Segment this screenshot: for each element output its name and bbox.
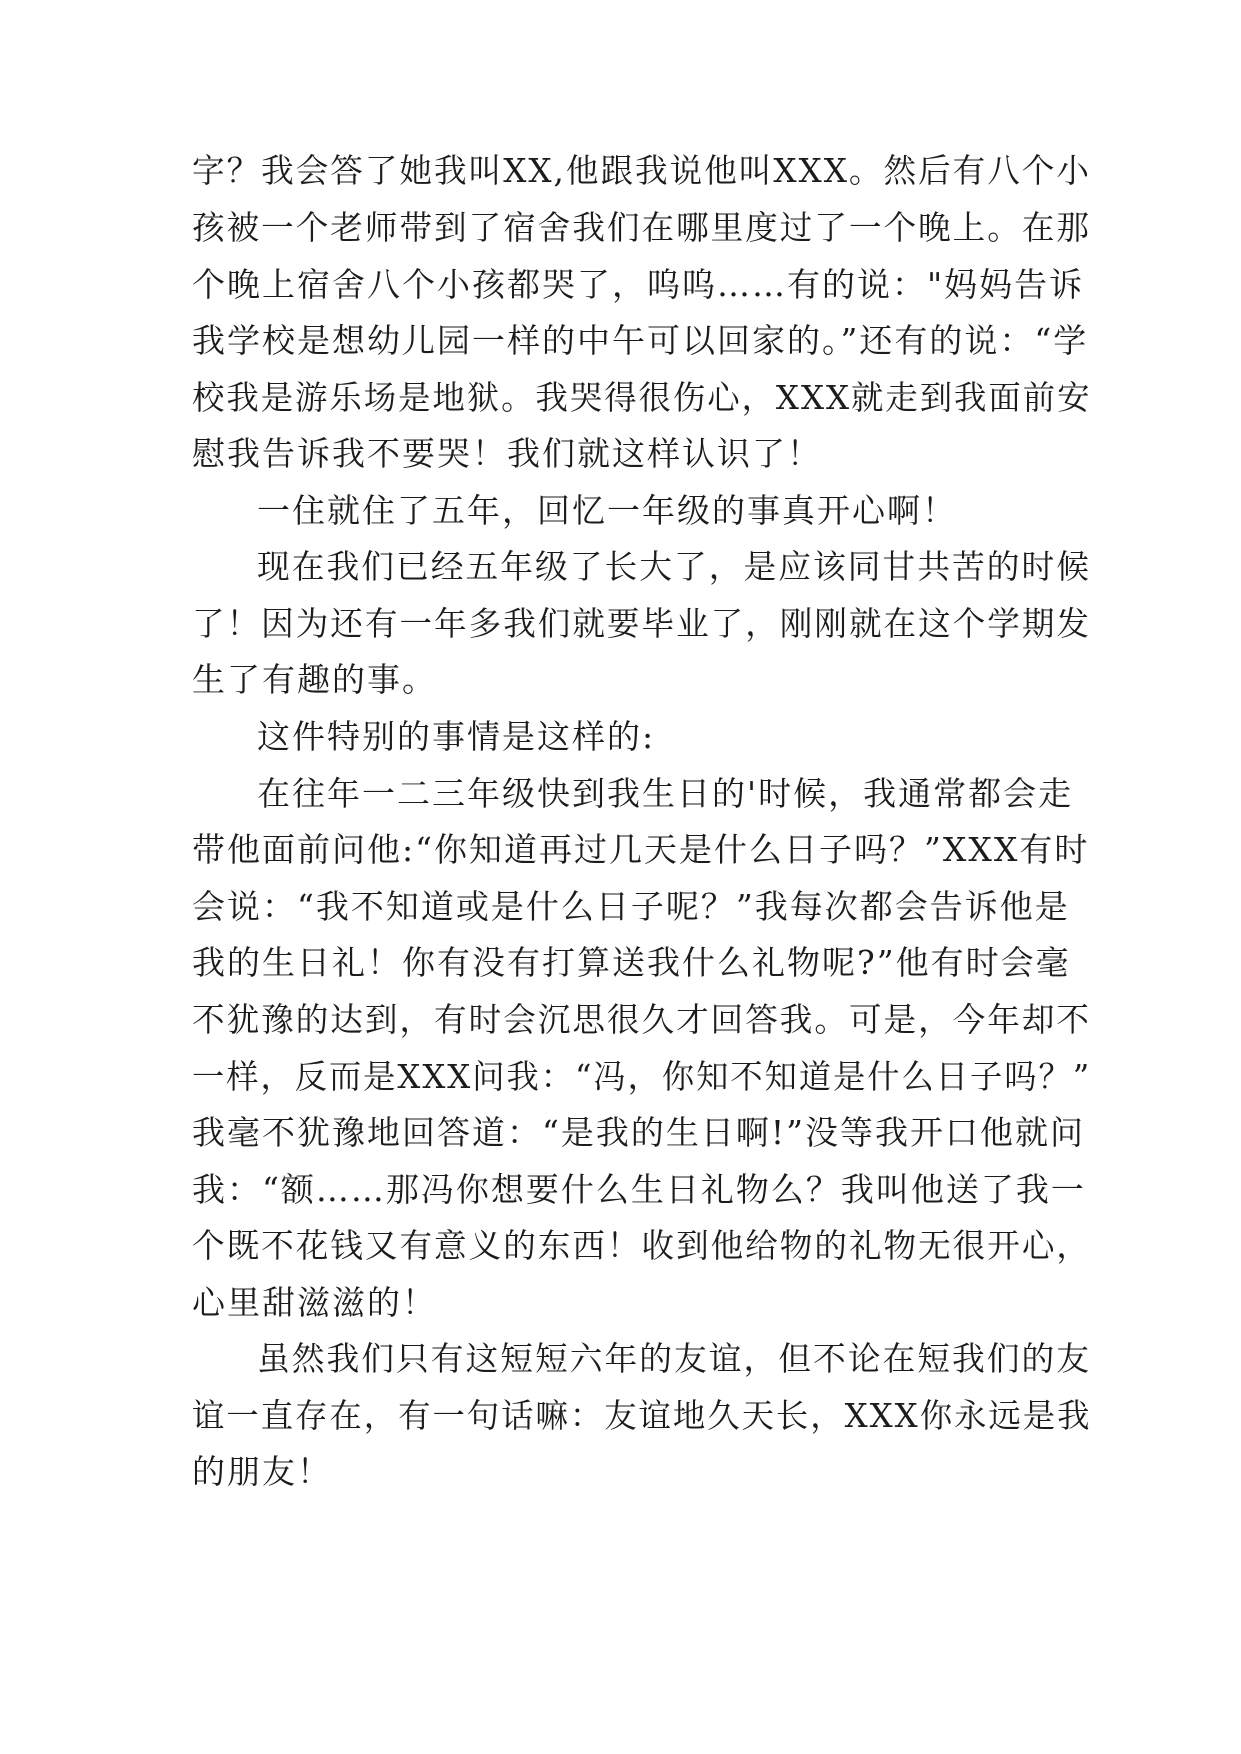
text-line: 我毫不犹豫地回答道：“是我的生日啊!”没等我开口他就问 [192, 1113, 1086, 1152]
text-line: 不犹豫的达到，有时会沉思很久才回答我。可是，今年却不 [192, 1000, 1091, 1039]
text-line: 生了有趣的事。 [192, 660, 437, 699]
paragraph-start-line: 这件特别的事情是这样的: [257, 717, 656, 756]
text-line: 个既不花钱又有意义的东西！收到他给物的礼物无很开心， [192, 1226, 1091, 1265]
text-line: 心里甜滋滋的！ [192, 1283, 437, 1322]
text-line: 我：“额……那冯你想要什么生日礼物么？我叫他送了我一 [192, 1170, 1086, 1209]
text-line: 孩被一个老师带到了宿舍我们在哪里度过了一个晚上。在那 [192, 208, 1091, 247]
text-line: 了！因为还有一年多我们就要毕业了，刚刚就在这个学期发 [192, 604, 1091, 643]
text-line: 的朋友！ [192, 1452, 332, 1491]
text-line: 会说：“我不知道或是什么日子呢？”我每次都会告诉他是 [192, 887, 1070, 926]
text-line: 慰我告诉我不要哭！我们就这样认识了！ [192, 434, 822, 473]
text-line: 谊一直存在，有一句话嘛：友谊地久天长，XXX你永远是我 [192, 1396, 1092, 1435]
paragraph-start-line: 现在我们已经五年级了长大了，是应该同甘共苦的时候 [257, 547, 1092, 586]
text-line: 一样，反而是XXX问我：“冯，你知不知道是什么日子吗？” [192, 1057, 1092, 1096]
text-line: 个晚上宿舍八个小孩都哭了，呜呜……有的说："妈妈告诉 [192, 265, 1085, 304]
text-line: 我的生日礼！你有没有打算送我什么礼物呢?”他有时会毫 [192, 943, 1071, 982]
text-line: 校我是游乐场是地狱。我哭得很伤心，XXX就走到我面前安 [192, 378, 1092, 417]
text-line: 带他面前问他:“你知道再过几天是什么日子吗？”XXX有时 [192, 830, 1090, 869]
paragraph-start-line: 在往年一二三年级快到我生日的'时候，我通常都会走 [257, 774, 1074, 813]
paragraph-start-line: 一住就住了五年，回忆一年级的事真开心啊！ [257, 491, 957, 530]
text-line: 字？我会答了她我叫XX,他跟我说他叫XXX。然后有八个小 [192, 151, 1091, 190]
paragraph-start-line: 虽然我们只有这短短六年的友谊，但不论在短我们的友 [257, 1339, 1092, 1378]
text-line: 我学校是想幼儿园一样的中午可以回家的。”还有的说：“学 [192, 321, 1089, 360]
